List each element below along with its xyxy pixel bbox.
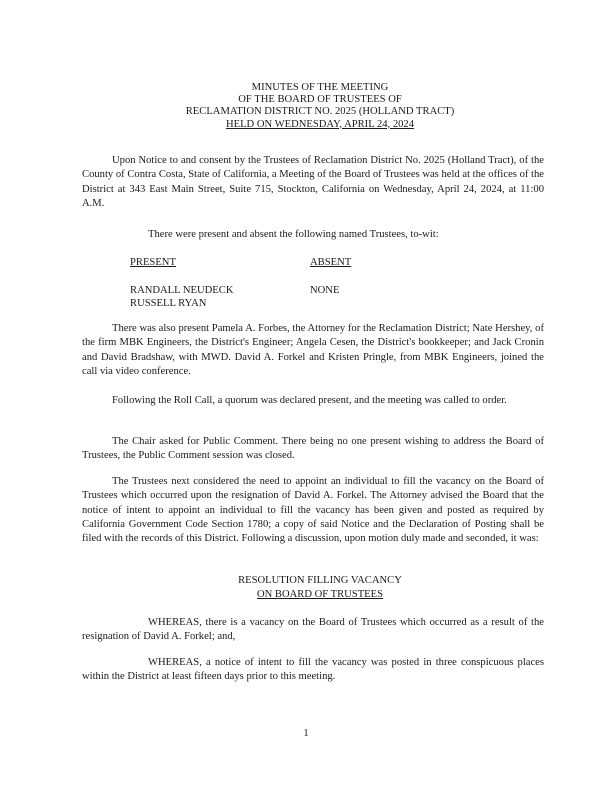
vacancy-paragraph: The Trustees next considered the need to appoint an individual to fill the vacancy on the Board of Trustees which occurred upon the resignation of David A. Forkel. The Attorney advised the Board that the notice of intent to appoint an individual to fill the vacancy has been given and posted as required by California Government Code Section 1780; a copy of said Notice and the Declaration of Posting shall be filed with the records of this District. Following a discussion, upon motion duly made and seconded, it was: (82, 476, 544, 545)
present-header: PRESENT (130, 257, 176, 268)
whereas-paragraph-2: WHEREAS, a notice of intent to fill the vacancy was posted in three conspicuous places within the District at least fifteen days prior to this meeting. (82, 657, 544, 683)
page-number: 1 (303, 728, 309, 739)
roll-call-paragraph: Following the Roll Call, a quorum was declared present, and the meeting was called to order. (112, 395, 507, 406)
heading-line-3: RECLAMATION DISTRICT NO. 2025 (HOLLAND TRACT) (185, 106, 455, 118)
present-intro-paragraph: There were present and absent the following named Trustees, to-wit: (148, 229, 439, 240)
absent-header: ABSENT (310, 257, 352, 268)
present-trustee-2: RUSSELL RYAN (130, 298, 207, 309)
heading-line-2: OF THE BOARD OF TRUSTEES OF (238, 94, 402, 106)
whereas-paragraph-1: WHEREAS, there is a vacancy on the Board of Trustees which occurred as a result of the resignation of David A. Forkel; and, (82, 617, 544, 643)
absent-trustee-1: NONE (310, 285, 340, 296)
heading-line-1: MINUTES OF THE MEETING (251, 82, 389, 93)
resolution-title-line-1: RESOLUTION FILLING VACANCY (238, 575, 402, 586)
present-trustee-1: RANDALL NEUDECK (130, 285, 234, 296)
notice-paragraph: Upon Notice to and consent by the Trustees of Reclamation District No. 2025 (Holland Tract), of the County of Contra Costa, State of California, a Meeting of the Board of Trustees was held at the offices of the District at 343 East Main Street, Suite 715, Stockton, California on Wednesday, April 24, 2024, at 11:00 A.M. (82, 155, 544, 209)
minutes-heading (100, 82, 540, 131)
resolution-title-line-2: ON BOARD OF TRUSTEES (256, 589, 384, 600)
public-comment-paragraph: The Chair asked for Public Comment. There being no one present wishing to address the Board of Trustees, the Public Comment session was closed. (82, 436, 544, 462)
also-present-paragraph: There was also present Pamela A. Forbes, the Attorney for the Reclamation District; Nate Hershey, of the firm MBK Engineers, the District's Engineer; Angela Cesen, the District's bookkeeper; and Jack Cronin and David Bradshaw, with MWD. David A. Forkel and Kristen Pringle, from MBK Engineers, joined the call via video conference. (82, 323, 544, 377)
heading-line-4: HELD ON WEDNESDAY, APRIL 24, 2024 (225, 118, 415, 130)
resolution-heading (100, 574, 540, 602)
